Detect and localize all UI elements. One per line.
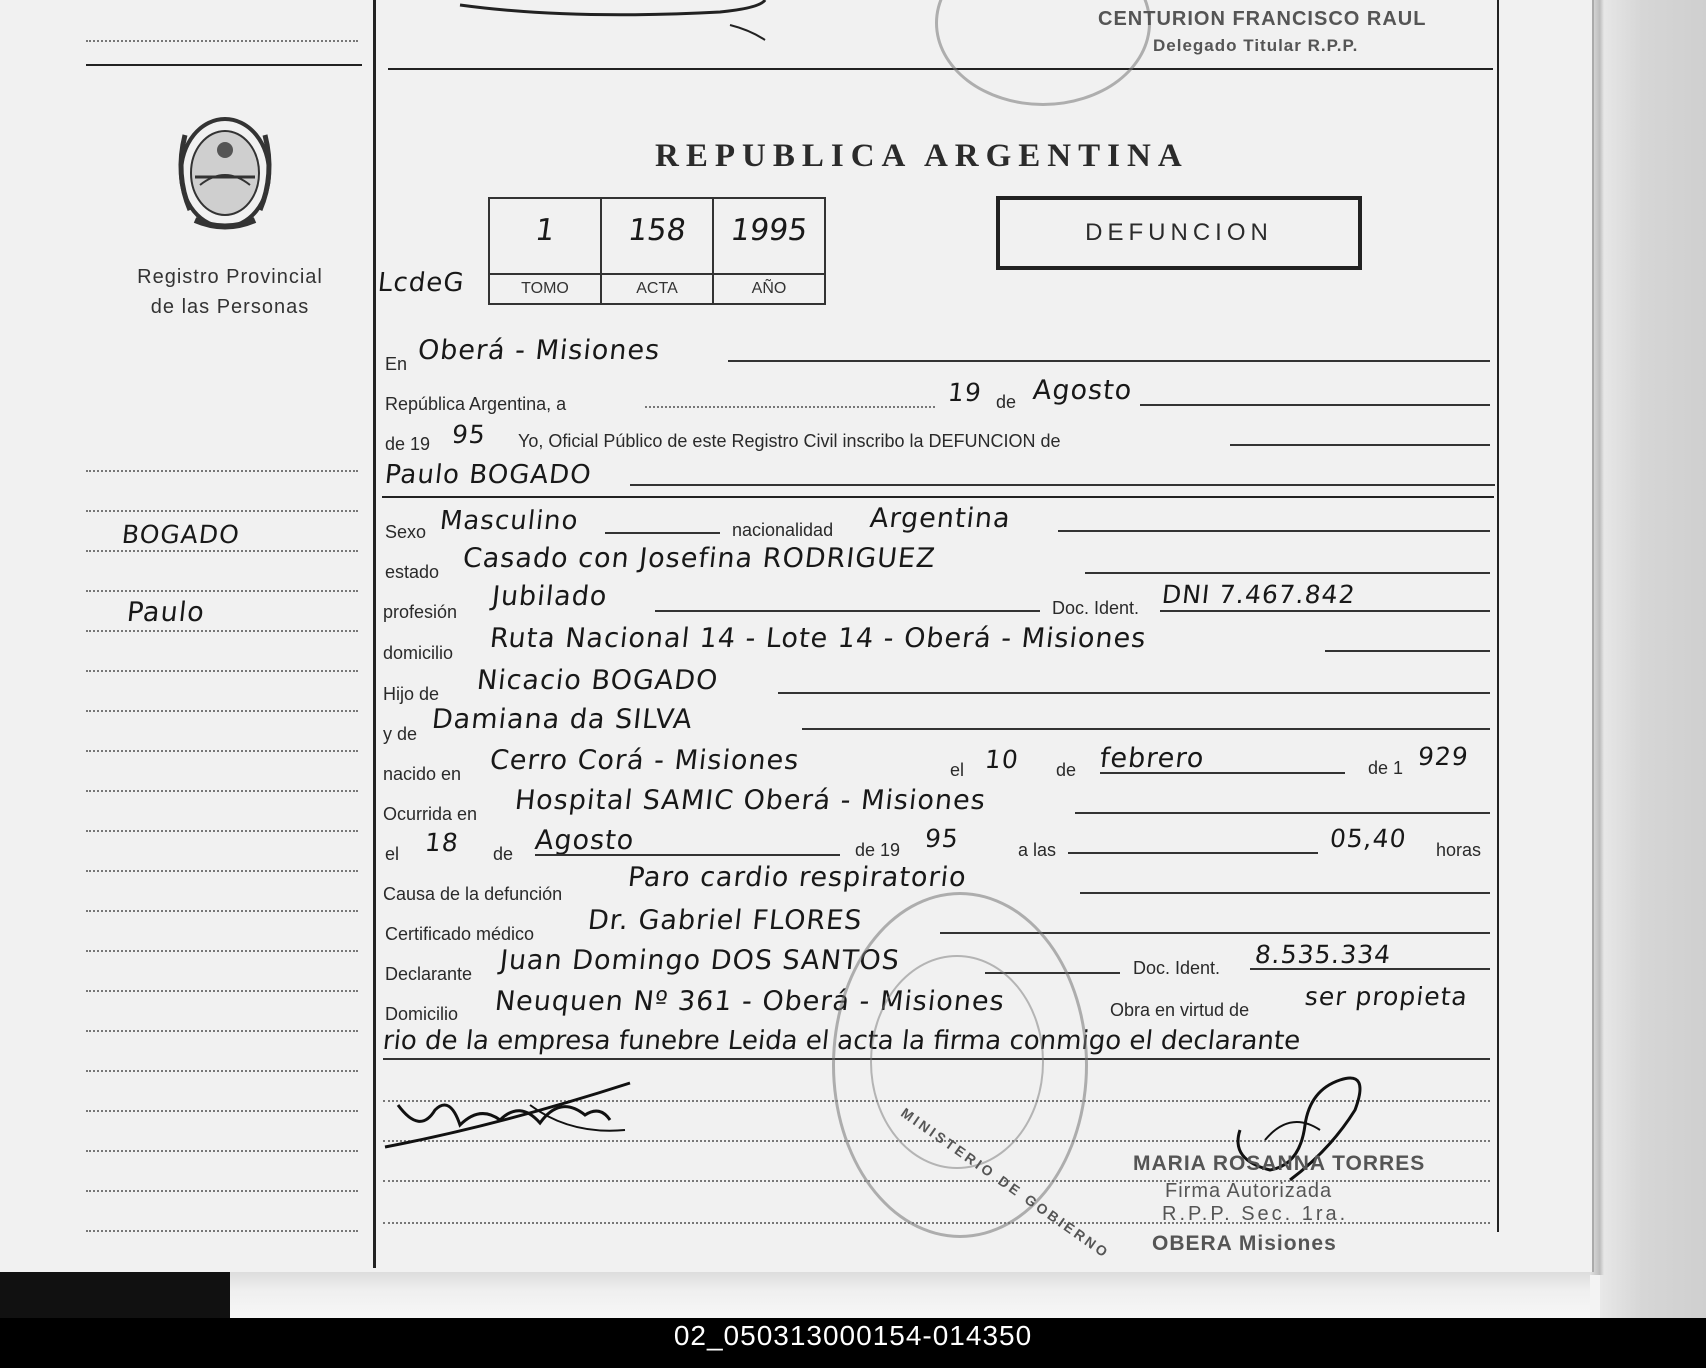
label-nacionalidad: nacionalidad: [732, 520, 834, 540]
top-stamp-name: CENTURION FRANCISCO RAUL: [1098, 8, 1427, 30]
label-horas: horas: [1436, 840, 1482, 860]
value-cause: Paro cardio respiratorio: [626, 862, 969, 893]
rule-nationality: [1058, 530, 1490, 532]
document-code: 02_050313000154-014350: [673, 1320, 1033, 1351]
value-declarant-address: Neuquen Nº 361 - Oberá - Misiones: [493, 986, 1007, 1017]
value-profession: Jubilado: [490, 581, 610, 612]
rule-occurred: [1075, 812, 1490, 814]
rule-profession: [655, 610, 1040, 612]
label-certificado: Certificado médico: [385, 924, 535, 944]
margin-given-name: Paulo: [125, 597, 207, 628]
top-rule: [388, 68, 1493, 70]
label-de19: de 19: [385, 434, 431, 454]
value-place: Oberá - Misiones: [416, 335, 662, 366]
anio-label: AÑO: [714, 273, 824, 303]
left-top-rule: [86, 64, 362, 66]
value-birth-month: febrero: [1098, 743, 1207, 774]
officer-office: R.P.P. Sec. 1ra.: [1162, 1203, 1349, 1225]
value-declarant: Juan Domingo DOS SANTOS: [498, 945, 902, 976]
top-stamp-title: Delegado Titular R.P.P.: [1153, 36, 1359, 55]
rule-place: [728, 360, 1490, 362]
value-civil-status: Casado con Josefina RODRIGUEZ: [461, 543, 938, 574]
page-bottom-curl: [230, 1272, 1590, 1318]
label-de19-death: de 19: [855, 840, 901, 860]
column-divider: [373, 0, 376, 1268]
value-month: Agosto: [1031, 375, 1134, 406]
tomo-cell: [490, 199, 602, 303]
rule-mother: [802, 728, 1490, 730]
label-sexo: Sexo: [385, 522, 427, 542]
acta-label: ACTA: [602, 273, 712, 303]
label-el-death: el: [385, 844, 400, 864]
label-nacido-en: nacido en: [383, 764, 462, 784]
acta-value: 158: [625, 213, 689, 248]
margin-surname: BOGADO: [120, 520, 242, 549]
value-mother: Damiana da SILVA: [430, 704, 695, 735]
value-declarant-doc: 8.535.334: [1253, 940, 1393, 969]
value-nationality: Argentina: [868, 503, 1013, 534]
registry-name: [120, 262, 340, 322]
margin-note: LcdeG: [376, 268, 467, 298]
record-type-box: [996, 196, 1362, 270]
official-seal: [832, 892, 1088, 1238]
value-death-day: 18: [423, 828, 461, 857]
label-estado: estado: [385, 562, 440, 582]
value-occurred-at: Hospital SAMIC Oberá - Misiones: [513, 785, 988, 816]
page-title: REPUBLICA ARGENTINA: [655, 138, 1189, 174]
value-day: 19: [946, 378, 984, 407]
registry-line-1: Registro Provincial: [137, 266, 323, 288]
value-year: 95: [450, 420, 488, 449]
label-obra: Obra en virtud de: [1110, 1000, 1250, 1020]
rule-death-month: [535, 854, 840, 856]
value-deceased: Paulo BOGADO: [383, 460, 594, 490]
label-republica: República Argentina, a: [385, 394, 567, 414]
declarant-signature: [380, 1075, 640, 1155]
label-ocurrida: Ocurrida en: [383, 804, 478, 824]
label-el: el: [950, 760, 965, 780]
register-table: [488, 197, 826, 305]
record-type: DEFUNCION: [1085, 219, 1273, 246]
top-signature: [420, 0, 800, 50]
label-de-birth: de: [1056, 760, 1077, 780]
value-obra: ser propieta: [1303, 982, 1470, 1011]
label-domicilio: domicilio: [383, 643, 454, 663]
value-birth-day: 10: [983, 745, 1021, 774]
value-document: DNI 7.467.842: [1160, 580, 1358, 609]
seal-inner-ring: [870, 955, 1044, 1169]
right-border: [1497, 0, 1499, 1232]
section-rule: [382, 496, 1494, 498]
value-doctor: Dr. Gabriel FLORES: [586, 905, 864, 936]
tomo-value: 1: [532, 213, 558, 248]
value-death-time: 05,40: [1328, 824, 1409, 853]
tomo-label: TOMO: [490, 273, 600, 303]
label-yo: Yo, Oficial Público de este Registro Civil inscribo la DEFUNCION de: [518, 431, 1061, 451]
label-de-death: de: [493, 844, 514, 864]
rule-cause: [1080, 892, 1490, 894]
value-death-year: 95: [923, 824, 961, 853]
rule-deceased: [630, 484, 1495, 486]
anio-cell: [714, 199, 824, 303]
acta-cell: [602, 199, 714, 303]
label-hijo: Hijo de: [383, 684, 440, 704]
officer-name: MARIA ROSANNA TORRES: [1133, 1152, 1426, 1175]
label-declarante: Declarante: [385, 964, 473, 984]
value-death-month: Agosto: [533, 825, 636, 856]
value-closing: rio de la empresa funebre Leida el acta la firma conmigo el declarante: [381, 1026, 1302, 1056]
label-profesion: profesión: [383, 602, 458, 622]
label-domicilio-2: Domicilio: [385, 1004, 459, 1024]
rule-birth-month: [1100, 772, 1345, 774]
label-de-1: de 1: [1368, 758, 1404, 778]
rule-father: [778, 692, 1490, 694]
label-doc-ident: Doc. Ident.: [1052, 598, 1140, 618]
page-stack-edge: [1600, 0, 1706, 1318]
value-birth-year: 929: [1416, 742, 1471, 771]
seal-text: MINISTERIO DE GOBIERNO: [898, 1104, 1114, 1262]
value-birthplace: Cerro Corá - Misiones: [488, 745, 801, 776]
value-address: Ruta Nacional 14 - Lote 14 - Oberá - Misiones: [488, 623, 1148, 654]
label-causa: Causa de la defunción: [383, 884, 563, 904]
rule-month: [1140, 404, 1490, 406]
rule-address: [1325, 650, 1490, 652]
registry-line-2: de las Personas: [150, 296, 310, 318]
rule-declarant-doc: [1250, 968, 1490, 970]
anio-value: 1995: [728, 213, 810, 248]
officer-city: OBERA Misiones: [1152, 1232, 1337, 1255]
coat-of-arms-icon: [165, 105, 285, 240]
rule-time: [1068, 852, 1318, 854]
rule-civil-status: [1085, 572, 1490, 574]
value-father: Nicacio BOGADO: [475, 665, 720, 696]
label-y-de: y de: [383, 724, 418, 744]
label-de-month: de: [996, 392, 1017, 412]
rule-document: [1160, 610, 1490, 612]
dots-day: [645, 406, 935, 408]
value-sex: Masculino: [438, 506, 581, 536]
scan-dark-corner: [0, 1272, 235, 1318]
label-doc-ident-2: Doc. Ident.: [1133, 958, 1221, 978]
rule-sex: [605, 532, 720, 534]
label-en: En: [385, 354, 408, 374]
rule-yo: [1230, 444, 1490, 446]
officer-title: Firma Autorizada: [1165, 1180, 1333, 1202]
label-a-las: a las: [1018, 840, 1057, 860]
